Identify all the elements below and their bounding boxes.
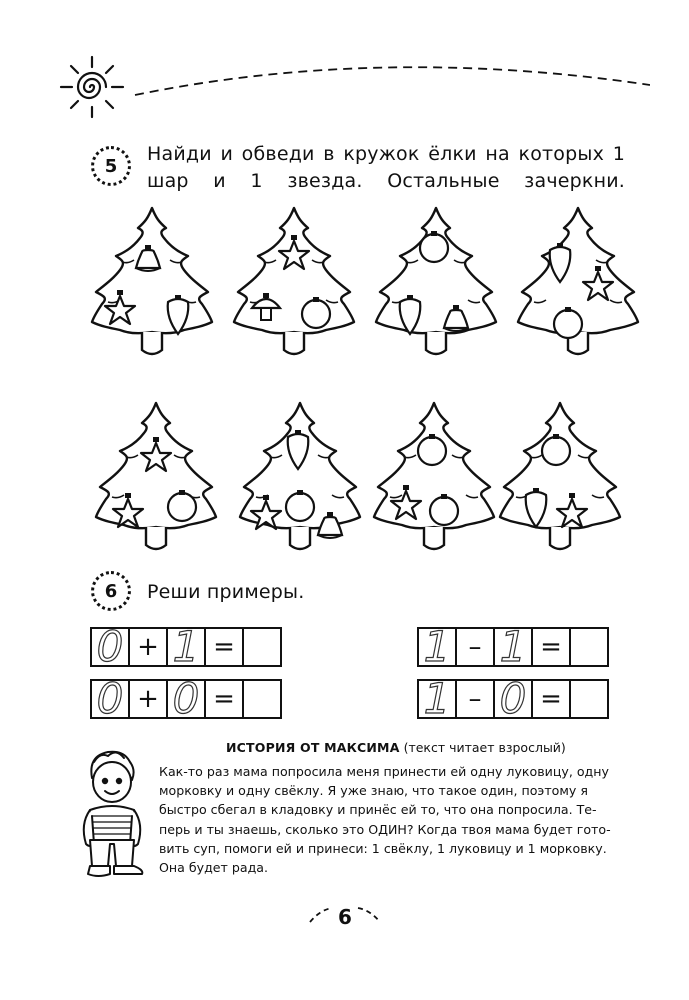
answer-box[interactable] bbox=[569, 627, 609, 667]
task-6-number: 6 bbox=[91, 571, 131, 611]
tree-2[interactable] bbox=[232, 200, 357, 390]
answer-box[interactable] bbox=[242, 679, 282, 719]
equation-operator: – bbox=[455, 627, 495, 667]
equation-cell-b: 0 bbox=[166, 679, 206, 719]
header-decoration bbox=[50, 45, 650, 125]
equation-equals: = bbox=[204, 627, 244, 667]
equation-1 bbox=[90, 622, 282, 671]
equation-equals: = bbox=[204, 679, 244, 719]
tree-7[interactable] bbox=[372, 395, 497, 585]
answer-box[interactable] bbox=[242, 627, 282, 667]
tree-3[interactable] bbox=[374, 200, 499, 390]
sun-spiral-icon bbox=[50, 45, 650, 125]
equation-equals: = bbox=[531, 627, 571, 667]
story-line: морковку и одну свёклу. Я уже знаю, что такое один, поэтому я bbox=[159, 783, 588, 799]
story-line: Как-то раз мама попросила меня принести ей одну луковицу, одну bbox=[159, 764, 609, 779]
equation-2 bbox=[417, 622, 609, 671]
equation-operator: – bbox=[455, 679, 495, 719]
story-line: Она будет рада. bbox=[159, 860, 269, 876]
equation-cell-a: 0 bbox=[90, 679, 130, 719]
tree-4[interactable] bbox=[516, 200, 641, 390]
equation-cell-a: 1 bbox=[417, 679, 457, 719]
equation-operator: + bbox=[128, 679, 168, 719]
boy-icon bbox=[78, 748, 150, 878]
task-5-number: 5 bbox=[91, 146, 131, 186]
tree-5[interactable] bbox=[94, 395, 219, 585]
equation-cell-a: 0 bbox=[90, 627, 130, 667]
answer-box[interactable] bbox=[569, 679, 609, 719]
equation-3 bbox=[90, 674, 282, 723]
equation-cell-b: 1 bbox=[493, 627, 533, 667]
tree-1[interactable] bbox=[90, 200, 215, 390]
equation-cell-a: 1 bbox=[417, 627, 457, 667]
story-title: ИСТОРИЯ ОТ МАКСИМА (текст читает взрослый) bbox=[226, 740, 566, 755]
equation-cell-b: 1 bbox=[166, 627, 206, 667]
story-body bbox=[159, 762, 679, 877]
equation-4 bbox=[417, 674, 609, 723]
story-line: вить суп, помоги ей и принеси: 1 свёклу, 1 луковицу и 1 морковку. bbox=[159, 840, 607, 856]
story-line: перь и ты знаешь, сколько это ОДИН? Когда твоя мама будет гото- bbox=[159, 821, 611, 837]
page-number: 6 bbox=[338, 905, 352, 929]
equation-equals: = bbox=[531, 679, 571, 719]
equation-operator: + bbox=[128, 627, 168, 667]
task-6-instructions: Реши примеры. bbox=[147, 581, 305, 603]
task-5-instructions: Найди и обведи в кружок ёлки на которых 1 шар и 1 звезда. Остальные зачеркни. bbox=[147, 143, 625, 192]
equation-cell-b: 0 bbox=[493, 679, 533, 719]
story-line: быстро сбегал в кладовку и принёс ей то, что она попросила. Те- bbox=[159, 802, 597, 818]
tree-8[interactable] bbox=[498, 395, 623, 585]
tree-6[interactable] bbox=[238, 395, 363, 585]
